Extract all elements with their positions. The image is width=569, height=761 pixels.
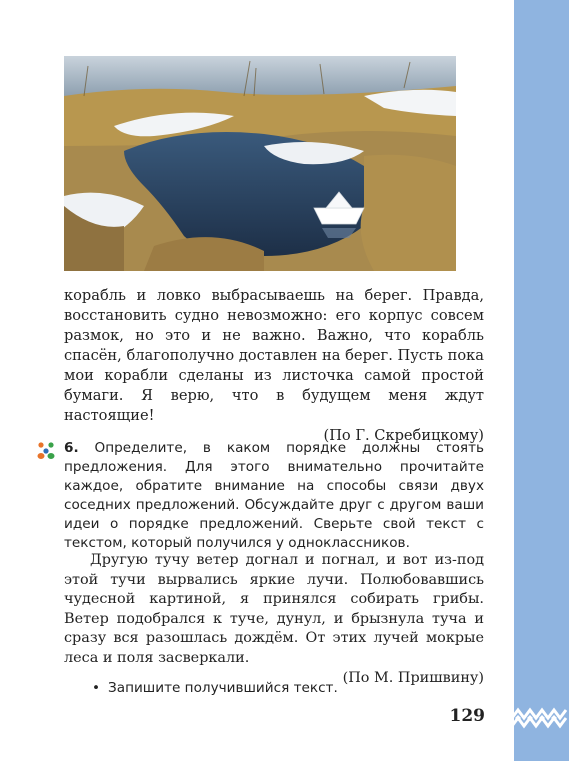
story-paragraph: корабль и ловко выбрасываешь на берег. Правда, восстановить судно невозможно: его корпус совсем размок, но это и не важно. Важно, что корабль спасён, благополучно доставлен на берег. Пусть пока мои корабли сделаны из листочка самой простой бумаги. Я верю, что в будущем меня ждут настоящие!	[64, 287, 484, 424]
group-work-icon	[36, 440, 56, 460]
bullet-marker: •	[92, 680, 101, 696]
page-number: 129	[449, 706, 485, 726]
zigzag-ornament-icon	[510, 707, 569, 729]
bullet-instruction	[92, 680, 338, 696]
story-text	[64, 286, 484, 446]
excerpt-paragraph: Другую тучу ветер догнал и погнал, и вот из-под этой тучи вырвались яркие лучи. Полюбовавшись чудесной картиной, я принялся собирать грибы. Ветер подобрался к туче, дунул, и брызнула туча и сразу вся разошлась дождём. От этих лучей мокрые леса и поля засверкали.	[64, 552, 484, 666]
task-6	[64, 439, 484, 553]
story-source: (По Г. Скребицкому)	[323, 427, 484, 444]
bullet-text: Запишите получившийся текст.	[108, 680, 338, 696]
task-text: Определите, в каком порядке должны стоять предложения. Для этого внимательно прочитайте каждое, обратите внимание на способы связи двух соседних предложений. Обсуждайте друг с другом ваши идеи о порядке предложений. Сверьте свой текст с текстом, который получился у одноклассников.	[64, 440, 484, 551]
task-number: 6.	[64, 440, 79, 456]
excerpt-text	[64, 551, 484, 688]
excerpt-source: (По М. Пришвину)	[342, 669, 484, 686]
side-strip	[514, 0, 569, 761]
photo-paper-boat-in-stream	[64, 56, 456, 271]
